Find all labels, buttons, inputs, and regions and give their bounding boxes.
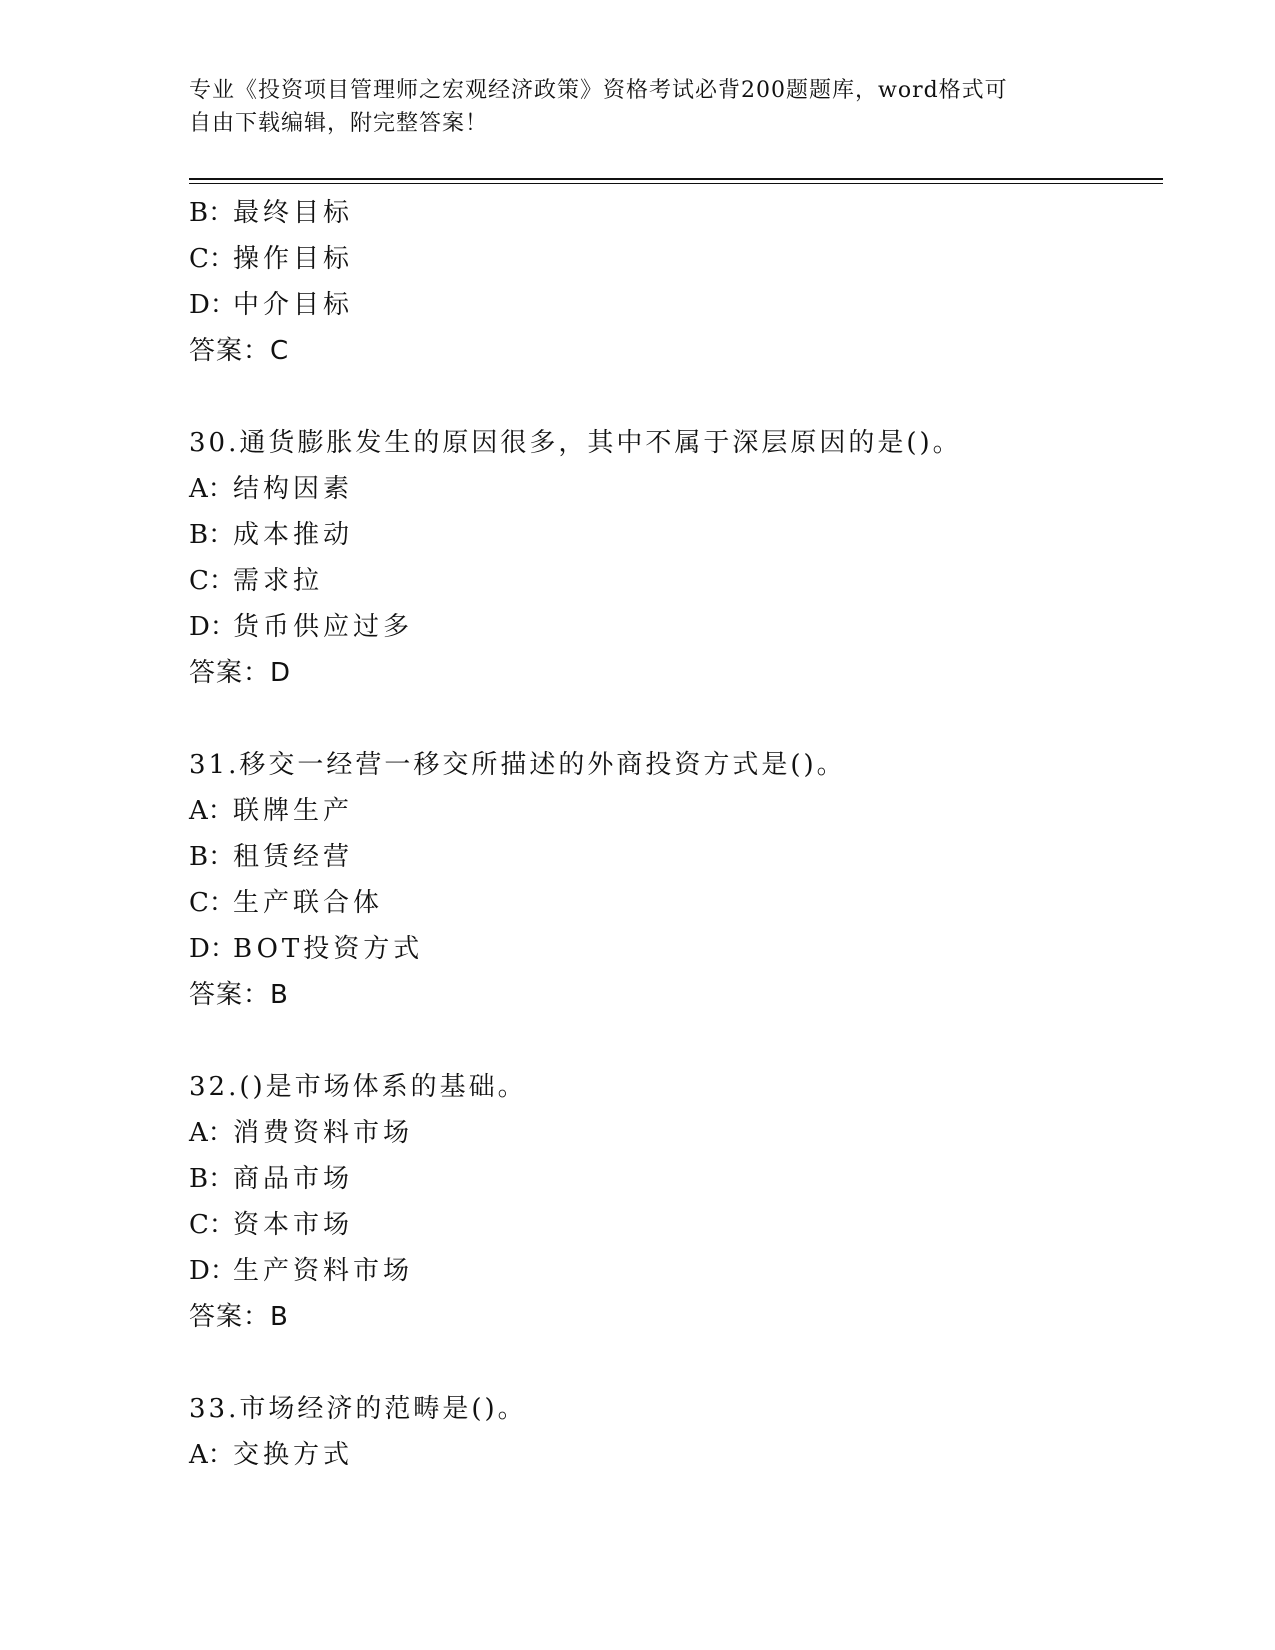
option-key: C： <box>189 1210 235 1240</box>
option-c <box>189 1202 1163 1248</box>
option-text: 结构因素 <box>233 474 354 504</box>
question-block-33 <box>189 1386 1163 1478</box>
option-d <box>189 926 1163 972</box>
option-a <box>189 466 1163 512</box>
option-text: 交换方式 <box>233 1440 354 1470</box>
option-text: 资本市场 <box>233 1210 354 1240</box>
answer-line: 答案：C <box>189 336 290 366</box>
option-text: 中介目标 <box>233 290 354 320</box>
option-key: A： <box>189 1440 234 1470</box>
option-a <box>189 1432 1163 1478</box>
spacer <box>189 696 1163 742</box>
option-c <box>189 236 1163 282</box>
question-block-29-continued <box>189 190 1163 374</box>
option-c <box>189 558 1163 604</box>
question-block-31 <box>189 742 1163 1018</box>
question-block-30 <box>189 420 1163 696</box>
answer-line: 答案：D <box>189 658 292 688</box>
option-key: D： <box>189 1256 236 1286</box>
option-b <box>189 190 1163 236</box>
option-text: 联牌生产 <box>233 796 354 826</box>
option-text: 需求拉 <box>233 566 324 596</box>
option-key: A： <box>189 474 234 504</box>
option-key: D： <box>189 934 236 964</box>
option-text: 生产联合体 <box>233 888 384 918</box>
spacer <box>189 1018 1163 1064</box>
option-key: B： <box>189 1164 235 1194</box>
question-block-32 <box>189 1064 1163 1340</box>
option-d <box>189 1248 1163 1294</box>
option-d <box>189 604 1163 650</box>
option-d <box>189 282 1163 328</box>
option-text: 租赁经营 <box>233 842 354 872</box>
answer-line: 答案：B <box>189 980 289 1010</box>
option-text: 货币供应过多 <box>233 612 414 642</box>
option-a <box>189 1110 1163 1156</box>
option-text: 消费资料市场 <box>233 1118 414 1148</box>
option-b <box>189 834 1163 880</box>
question-stem: 33.市场经济的范畴是()。 <box>189 1394 527 1424</box>
option-text: 成本推动 <box>233 520 354 550</box>
option-text: 生产资料市场 <box>233 1256 414 1286</box>
header-divider-thin <box>189 183 1163 184</box>
question-stem: 32.()是市场体系的基础。 <box>189 1072 527 1102</box>
question-stem: 30.通货膨胀发生的原因很多，其中不属于深层原因的是()。 <box>189 428 962 458</box>
header-divider-thick <box>189 178 1163 180</box>
option-text: 操作目标 <box>233 244 354 274</box>
option-c <box>189 880 1163 926</box>
document-header <box>189 74 1089 140</box>
option-key: A： <box>189 796 234 826</box>
option-key: A： <box>189 1118 234 1148</box>
option-key: B： <box>189 198 235 228</box>
header-title-line-2: 自由下载编辑，附完整答案！ <box>189 111 489 136</box>
option-key: C： <box>189 888 235 918</box>
option-key: D： <box>189 612 236 642</box>
option-key: B： <box>189 842 235 872</box>
option-a <box>189 788 1163 834</box>
question-list <box>189 190 1163 1478</box>
option-text: 最终目标 <box>233 198 354 228</box>
spacer <box>189 1340 1163 1386</box>
option-b <box>189 512 1163 558</box>
option-key: C： <box>189 566 235 596</box>
option-key: B： <box>189 520 235 550</box>
option-b <box>189 1156 1163 1202</box>
spacer <box>189 374 1163 420</box>
option-key: D： <box>189 290 236 320</box>
option-text: 商品市场 <box>233 1164 354 1194</box>
answer-line: 答案：B <box>189 1302 289 1332</box>
header-title-line-1: 专业《投资项目管理师之宏观经济政策》资格考试必背200题题库，word格式可 <box>189 78 1008 103</box>
question-stem: 31.移交一经营一移交所描述的外商投资方式是()。 <box>189 750 846 780</box>
option-key: C： <box>189 244 235 274</box>
option-text: BOT投资方式 <box>233 934 424 964</box>
